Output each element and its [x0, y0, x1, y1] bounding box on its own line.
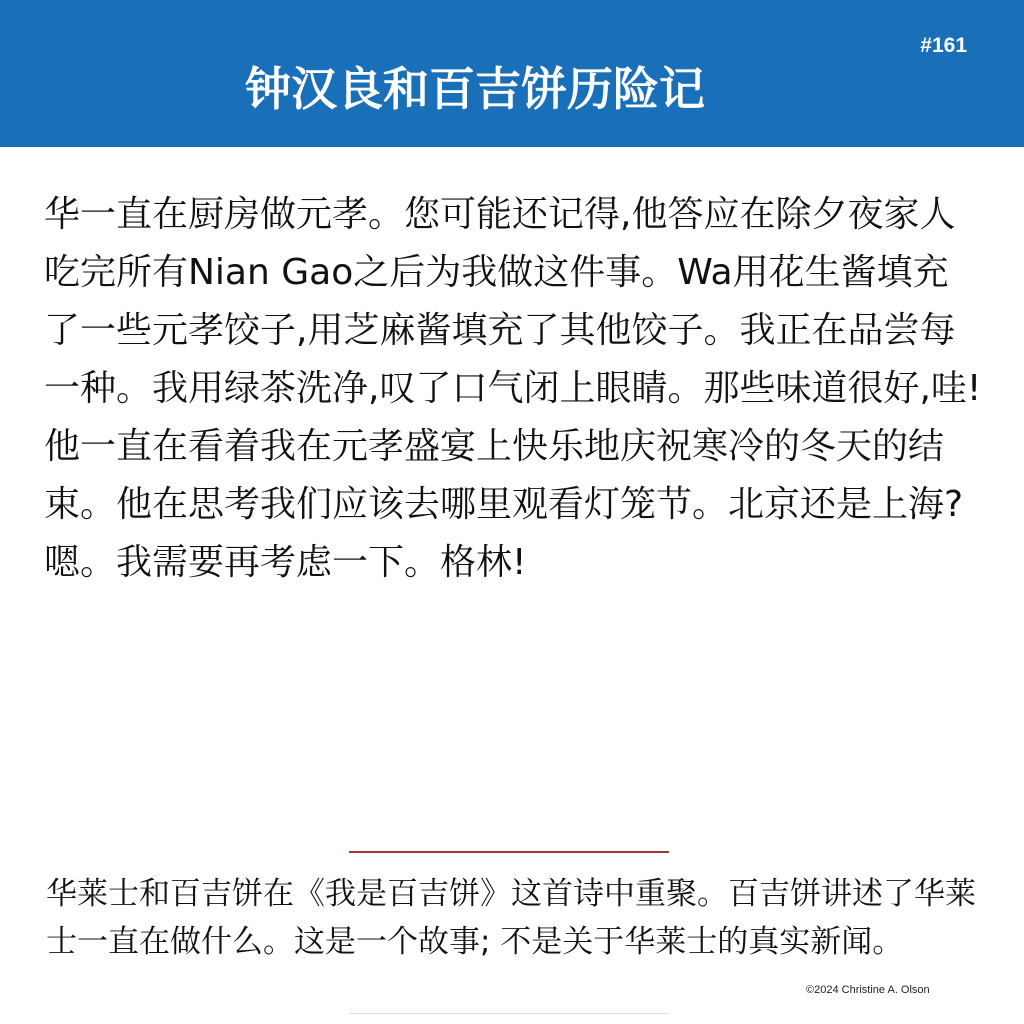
footnote-text: 华莱士和百吉饼在《我是百吉饼》这首诗中重聚。百吉饼讲述了华莱士一直在做什么。这是一个故事; 不是关于华莱士的真实新闻。	[46, 876, 976, 960]
issue-number: #161	[920, 34, 967, 57]
page-title: 钟汉良和百吉饼历险记	[245, 62, 705, 116]
bottom-rule	[349, 1013, 669, 1014]
header-banner	[0, 0, 1024, 147]
story-text: 华一直在厨房做元孝。您可能还记得,他答应在除夕夜家人吃完所有Nian Gao之后为我做这件事。Wa用花生酱填充了一些元孝饺子,用芝麻酱填充了其他饺子。我正在品尝每一种。我用绿茶洗净,叹了口气闭上眼睛。那些味道很好,哇! 他一直在看着我在元孝盛宴上快乐地庆祝寒冷的冬天的结束。他在思考我们应该去哪里观看灯笼节。北京还是上海? 嗯。我需要再考虑一下。格林!	[44, 194, 982, 583]
section-divider	[349, 851, 669, 853]
copyright-notice: ©2024 Christine A. Olson	[806, 984, 930, 996]
